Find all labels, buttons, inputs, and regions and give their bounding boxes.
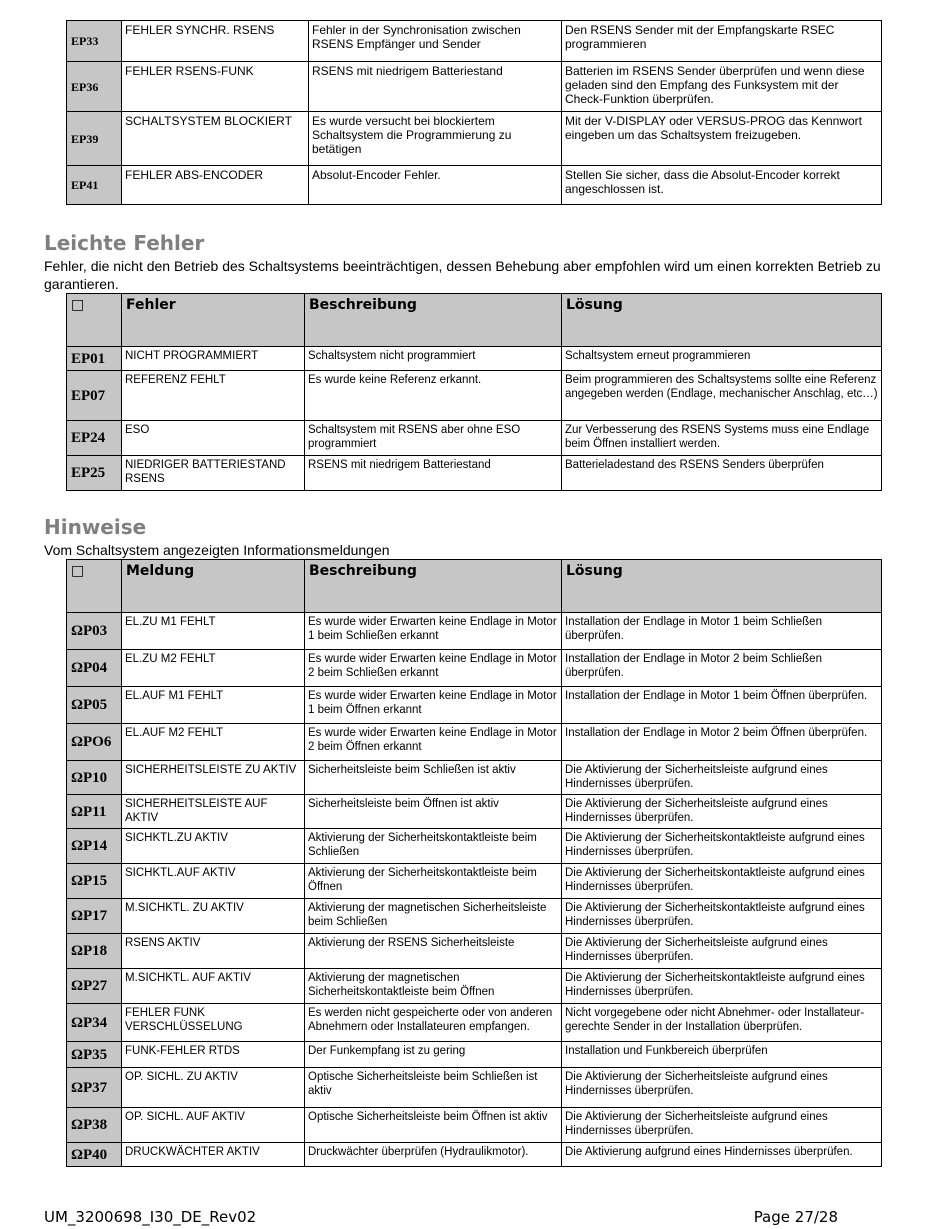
description-cell: Aktivierung der magnetischen Sicherheitskontaktleiste beim Öffnen <box>305 969 562 1004</box>
error-cell: EL.ZU M1 FEHLT <box>122 613 305 650</box>
code-cell: ΩP10 <box>67 761 122 795</box>
code-cell: EP07 <box>67 371 122 421</box>
solution-cell: Die Aktivierung der Sicherheitskontaktleiste aufgrund eines Hindernisses überprüfen. <box>562 829 882 864</box>
code-cell: EP36 <box>67 62 122 112</box>
column-header: Fehler <box>122 294 305 347</box>
column-header: Beschreibung <box>305 560 562 613</box>
description-cell: RSENS mit niedrigem Batteriestand <box>305 456 562 491</box>
description-cell: Der Funkempfang ist zu gering <box>305 1042 562 1068</box>
table-row <box>67 21 882 62</box>
footer-doc-id: UM_3200698_I30_DE_Rev02 <box>44 1208 257 1226</box>
solution-cell: Installation der Endlage in Motor 1 beim Öffnen überprüfen. <box>562 687 882 724</box>
description-cell: RSENS mit niedrigem Batteriestand <box>309 62 562 112</box>
light-errors-description: Fehler, die nicht den Betrieb des Schaltsystems beeinträchtigen, dessen Behebung aber empfohlen wird um einen korrekten Betrieb zu garantieren. <box>44 258 881 292</box>
description-cell: Sicherheitsleiste beim Schließen ist aktiv <box>305 761 562 795</box>
code-cell: ΩP38 <box>67 1108 122 1143</box>
solution-cell: Die Aktivierung der Sicherheitskontaktleiste aufgrund eines Hindernisses überprüfen. <box>562 899 882 934</box>
solution-cell: Installation der Endlage in Motor 1 beim Schließen überprüfen. <box>562 613 882 650</box>
code-cell: ΩP17 <box>67 899 122 934</box>
description-cell: Absolut-Encoder Fehler. <box>309 166 562 205</box>
solution-cell: Stellen Sie sicher, dass die Absolut-Encoder korrekt angeschlossen ist. <box>562 166 882 205</box>
column-header: Beschreibung <box>305 294 562 347</box>
code-cell: EP01 <box>67 347 122 371</box>
error-cell: FEHLER RSENS-FUNK <box>122 62 309 112</box>
error-cell: SICHKTL.AUF AKTIV <box>122 864 305 899</box>
table-row <box>67 687 882 724</box>
column-header: □ <box>67 560 122 613</box>
description-cell: Druckwächter überprüfen (Hydraulikmotor). <box>305 1143 562 1167</box>
error-cell: EL.ZU M2 FEHLT <box>122 650 305 687</box>
table-row <box>67 112 882 166</box>
description-cell: Optische Sicherheitsleiste beim Öffnen ist aktiv <box>305 1108 562 1143</box>
solution-cell: Die Aktivierung der Sicherheitsleiste aufgrund eines Hindernisses überprüfen. <box>562 1068 882 1108</box>
table-row <box>67 761 882 795</box>
error-cell: RSENS AKTIV <box>122 934 305 969</box>
solution-cell: Die Aktivierung der Sicherheitsleiste aufgrund eines Hindernisses überprüfen. <box>562 795 882 829</box>
error-table-continued <box>66 20 882 205</box>
table-row <box>67 1068 882 1108</box>
description-cell: Es wurde wider Erwarten keine Endlage in Motor 2 beim Öffnen erkannt <box>305 724 562 761</box>
solution-cell: Die Aktivierung aufgrund eines Hindernisses überprüfen. <box>562 1143 882 1167</box>
description-cell: Es wurde keine Referenz erkannt. <box>305 371 562 421</box>
description-cell: Aktivierung der Sicherheitskontaktleiste beim Öffnen <box>305 864 562 899</box>
error-cell: ESO <box>122 421 305 456</box>
table-row <box>67 421 882 456</box>
description-cell: Sicherheitsleiste beim Öffnen ist aktiv <box>305 795 562 829</box>
code-cell: EP24 <box>67 421 122 456</box>
column-header: Lösung <box>562 294 882 347</box>
notices-title: Hinweise <box>44 515 147 539</box>
error-cell: DRUCKWÄCHTER AKTIV <box>122 1143 305 1167</box>
column-header: Meldung <box>122 560 305 613</box>
code-cell: ΩP34 <box>67 1004 122 1042</box>
solution-cell: Den RSENS Sender mit der Empfangskarte RSEC programmieren <box>562 21 882 62</box>
code-cell: ΩP40 <box>67 1143 122 1167</box>
table-row <box>67 1143 882 1167</box>
solution-cell: Die Aktivierung der Sicherheitsleiste aufgrund eines Hindernisses überprüfen. <box>562 934 882 969</box>
table-row <box>67 724 882 761</box>
light-errors-table <box>66 293 882 491</box>
code-cell: EP25 <box>67 456 122 491</box>
table-row <box>67 864 882 899</box>
description-cell: Aktivierung der Sicherheitskontaktleiste beim Schließen <box>305 829 562 864</box>
solution-cell: Die Aktivierung der Sicherheitsleiste aufgrund eines Hindernisses überprüfen. <box>562 1108 882 1143</box>
error-cell: FUNK-FEHLER RTDS <box>122 1042 305 1068</box>
error-cell: FEHLER FUNK VERSCHLÜSSELUNG <box>122 1004 305 1042</box>
code-cell: EP41 <box>67 166 122 205</box>
column-header: Lösung <box>562 560 882 613</box>
table-row <box>67 1042 882 1068</box>
solution-cell: Mit der V-DISPLAY oder VERSUS-PROG das Kennwort eingeben um das Schaltsystem freizugeben. <box>562 112 882 166</box>
description-cell: Optische Sicherheitsleiste beim Schließen ist aktiv <box>305 1068 562 1108</box>
code-cell: ΩP18 <box>67 934 122 969</box>
error-cell: FEHLER ABS-ENCODER <box>122 166 309 205</box>
footer-page-number: Page 27/28 <box>753 1208 838 1226</box>
description-cell: Es wurde wider Erwarten keine Endlage in Motor 1 beim Schließen erkannt <box>305 613 562 650</box>
solution-cell: Schaltsystem erneut programmieren <box>562 347 882 371</box>
solution-cell: Batterien im RSENS Sender überprüfen und wenn diese geladen sind den Empfang des Funksystem mit der Check-Funktion überprüfen. <box>562 62 882 112</box>
table-row <box>67 1108 882 1143</box>
description-cell: Es wurde versucht bei blockiertem Schaltsystem die Programmierung zu betätigen <box>309 112 562 166</box>
light-errors-title: Leichte Fehler <box>44 231 205 255</box>
solution-cell: Die Aktivierung der Sicherheitskontaktleiste aufgrund eines Hindernisses überprüfen. <box>562 864 882 899</box>
error-cell: M.SICHKTL. ZU AKTIV <box>122 899 305 934</box>
error-cell: OP. SICHL. ZU AKTIV <box>122 1068 305 1108</box>
code-cell: ΩP35 <box>67 1042 122 1068</box>
table-row <box>67 62 882 112</box>
code-cell: EP33 <box>67 21 122 62</box>
code-cell: ΩP27 <box>67 969 122 1004</box>
error-cell: EL.AUF M1 FEHLT <box>122 687 305 724</box>
table-row <box>67 829 882 864</box>
error-cell: FEHLER SYNCHR. RSENS <box>122 21 309 62</box>
code-cell: ΩP04 <box>67 650 122 687</box>
error-cell: REFERENZ FEHLT <box>122 371 305 421</box>
error-cell: SICHERHEITSLEISTE ZU AKTIV <box>122 761 305 795</box>
solution-cell: Batterieladestand des RSENS Senders überprüfen <box>562 456 882 491</box>
error-cell: SICHERHEITSLEISTE AUF AKTIV <box>122 795 305 829</box>
solution-cell: Die Aktivierung der Sicherheitskontaktleiste aufgrund eines Hindernisses überprüfen. <box>562 969 882 1004</box>
table-row <box>67 899 882 934</box>
description-cell: Schaltsystem mit RSENS aber ohne ESO programmiert <box>305 421 562 456</box>
solution-cell: Installation der Endlage in Motor 2 beim Schließen überprüfen. <box>562 650 882 687</box>
code-cell: ΩP14 <box>67 829 122 864</box>
table-row <box>67 934 882 969</box>
code-cell: ΩP11 <box>67 795 122 829</box>
code-cell: ΩP05 <box>67 687 122 724</box>
error-cell: SCHALTSYSTEM BLOCKIERT <box>122 112 309 166</box>
error-cell: NICHT PROGRAMMIERT <box>122 347 305 371</box>
table-row <box>67 969 882 1004</box>
description-cell: Es werden nicht gespeicherte oder von anderen Abnehmern oder Installateuren empfangen. <box>305 1004 562 1042</box>
error-cell: SICHKTL.ZU AKTIV <box>122 829 305 864</box>
solution-cell: Installation und Funkbereich überprüfen <box>562 1042 882 1068</box>
table-row <box>67 347 882 371</box>
solution-cell: Nicht vorgegebene oder nicht Abnehmer- oder Installateur-gerechte Sender in der Installation überprüfen. <box>562 1004 882 1042</box>
code-cell: ΩP37 <box>67 1068 122 1108</box>
column-header: □ <box>67 294 122 347</box>
table-row <box>67 650 882 687</box>
description-cell: Es wurde wider Erwarten keine Endlage in Motor 2 beim Schließen erkannt <box>305 650 562 687</box>
notices-table <box>66 559 882 1167</box>
description-cell: Aktivierung der magnetischen Sicherheitsleiste beim Schließen <box>305 899 562 934</box>
error-cell: EL.AUF M2 FEHLT <box>122 724 305 761</box>
description-cell: Fehler in der Synchronisation zwischen RSENS Empfänger und Sender <box>309 21 562 62</box>
table-row <box>67 166 882 205</box>
table-row <box>67 613 882 650</box>
error-cell: OP. SICHL. AUF AKTIV <box>122 1108 305 1143</box>
table-row <box>67 456 882 491</box>
notices-description: Vom Schaltsystem angezeigten Informationsmeldungen <box>44 542 390 558</box>
code-cell: EP39 <box>67 112 122 166</box>
solution-cell: Beim programmieren des Schaltsystems sollte eine Referenz angegeben werden (Endlage, mechanischer Anschlag, etc…) <box>562 371 882 421</box>
code-cell: ΩPO6 <box>67 724 122 761</box>
table-row <box>67 1004 882 1042</box>
solution-cell: Zur Verbesserung des RSENS Systems muss eine Endlage beim Öffnen installiert werden. <box>562 421 882 456</box>
description-cell: Schaltsystem nicht programmiert <box>305 347 562 371</box>
error-cell: NIEDRIGER BATTERIESTAND RSENS <box>122 456 305 491</box>
table-row <box>67 795 882 829</box>
code-cell: ΩP03 <box>67 613 122 650</box>
solution-cell: Die Aktivierung der Sicherheitsleiste aufgrund eines Hindernisses überprüfen. <box>562 761 882 795</box>
description-cell: Aktivierung der RSENS Sicherheitsleiste <box>305 934 562 969</box>
error-cell: M.SICHKTL. AUF AKTIV <box>122 969 305 1004</box>
code-cell: ΩP15 <box>67 864 122 899</box>
description-cell: Es wurde wider Erwarten keine Endlage in Motor 1 beim Öffnen erkannt <box>305 687 562 724</box>
solution-cell: Installation der Endlage in Motor 2 beim Öffnen überprüfen. <box>562 724 882 761</box>
table-row <box>67 371 882 421</box>
